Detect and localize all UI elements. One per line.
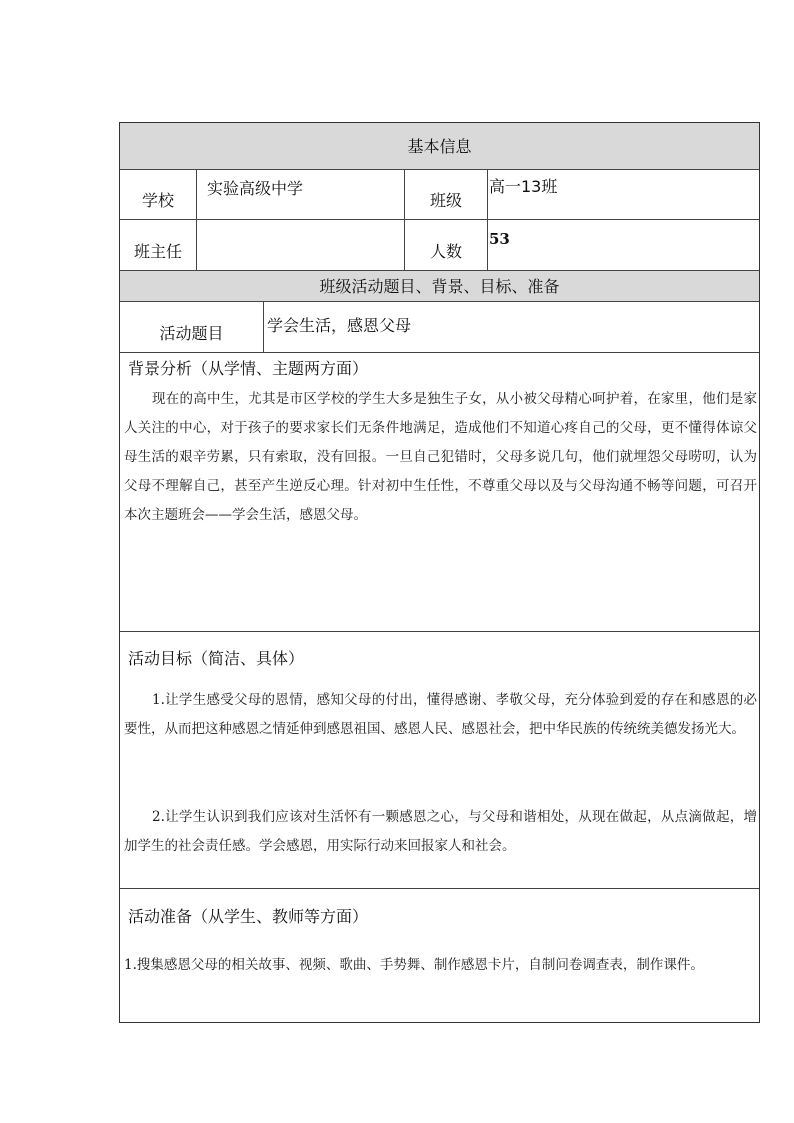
teacher-label: 班主任 bbox=[133, 242, 182, 261]
teacher-count-row bbox=[120, 220, 759, 271]
teacher-value-cell bbox=[197, 220, 405, 270]
school-label-cell bbox=[120, 170, 197, 219]
class-label-cell bbox=[405, 170, 488, 219]
activity-header-text: 班级活动题目、背景、目标、准备 bbox=[319, 277, 560, 296]
goals-title: 活动目标（简洁、具体） bbox=[128, 649, 305, 668]
basic-info-header-text: 基本信息 bbox=[407, 137, 472, 156]
class-value: 高一13班 bbox=[489, 177, 558, 196]
background-section bbox=[120, 353, 759, 632]
preparation-title: 活动准备（从学生、教师等方面） bbox=[128, 907, 369, 926]
class-label: 班级 bbox=[429, 191, 462, 210]
count-label-cell bbox=[405, 220, 488, 270]
basic-info-header bbox=[120, 123, 759, 170]
topic-row bbox=[120, 302, 759, 353]
goals-item-1: 1.让学生感受父母的恩情，感知父母的付出，懂得感谢、孝敬父母，充分体验到爱的存在和感恩的必要性，从而把这种感恩之情延伸到感恩祖国、感恩人民、感恩社会，把中华民族的传统统美德发扬光大。 bbox=[124, 692, 757, 737]
school-value-cell bbox=[197, 170, 405, 219]
teacher-label-cell bbox=[120, 220, 197, 270]
count-value-cell bbox=[488, 220, 759, 270]
count-label: 人数 bbox=[429, 242, 462, 261]
background-paragraph: 现在的高中生，尤其是市区学校的学生大多是独生子女，从小被父母精心呵护着，在家里，他们是家人关注的中心，对于孩子的要求家长们无条件地满足，造成他们不知道心疼自己的父母，更不懂得体谅父母生活的艰辛劳累，只有索取，没有回报。一旦自己犯错时，父母多说几句，他们就埋怨父母唠叨，认为父母不理解自己，甚至产生逆反心理。针对初中生任性，不尊重父母以及与父母沟通不畅等问题，可召开本次主题班会——学会生活，感恩父母。 bbox=[124, 391, 757, 523]
topic-label-cell bbox=[120, 302, 264, 352]
lesson-plan-table bbox=[119, 122, 760, 1023]
background-title: 背景分析（从学情、主题两方面） bbox=[128, 359, 369, 378]
count-value: 53 bbox=[489, 230, 510, 248]
school-value: 实验高级中学 bbox=[207, 179, 304, 198]
activity-header bbox=[120, 271, 759, 302]
goals-item-2: 2.让学生认识到我们应该对生活怀有一颗感恩之心，与父母和谐相处，从现在做起，从点滴做起，增加学生的社会责任感。学会感恩，用实际行动来回报家人和社会。 bbox=[124, 809, 757, 854]
class-value-cell bbox=[488, 170, 759, 219]
school-class-row bbox=[120, 170, 759, 220]
preparation-item-1: 1.搜集感恩父母的相关故事、视频、歌曲、手势舞、制作感恩卡片，自制问卷调查表，制作课件。 bbox=[124, 957, 704, 973]
school-label: 学校 bbox=[141, 191, 174, 210]
topic-value: 学会生活，感恩父母 bbox=[267, 316, 412, 335]
goals-section bbox=[120, 632, 759, 889]
preparation-section bbox=[120, 889, 759, 1022]
topic-value-cell bbox=[264, 302, 759, 352]
topic-label: 活动题目 bbox=[159, 324, 224, 343]
